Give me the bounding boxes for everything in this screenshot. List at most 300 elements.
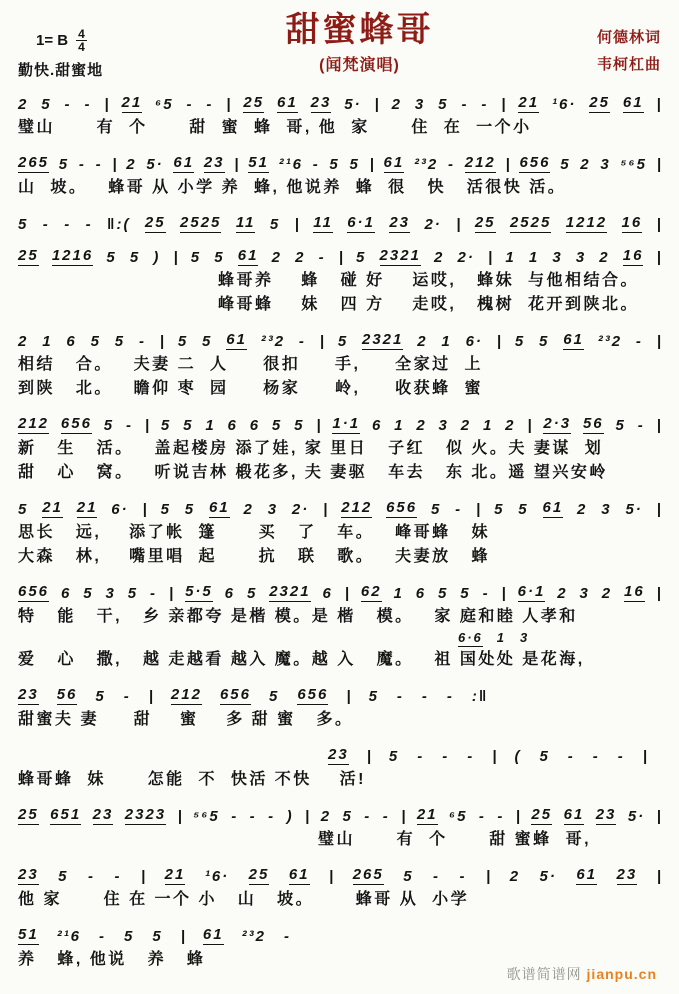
notation-line bbox=[18, 745, 661, 765]
notation-token: - bbox=[298, 333, 306, 351]
barline: | bbox=[656, 156, 661, 174]
barline: | bbox=[369, 156, 374, 174]
notation-token: 6 bbox=[371, 417, 383, 435]
notation-token: - bbox=[64, 96, 72, 114]
notation-token: 2 bbox=[505, 417, 516, 435]
notation-token: 25 bbox=[18, 806, 39, 824]
notation-token: 2 bbox=[417, 333, 428, 351]
score-header bbox=[18, 12, 661, 80]
notation-token: 656 bbox=[386, 499, 418, 517]
notation-token: 2525 bbox=[509, 214, 552, 232]
lyric-line: 新 生 活。 盖起楼房 添了娃, 家 里日 子红 似 火。夫 妻谋 划 bbox=[18, 440, 604, 458]
notation-token: 212 bbox=[341, 499, 373, 517]
notation-token: :‖ bbox=[471, 688, 489, 706]
notation-token: ²³2 bbox=[260, 333, 286, 351]
notation-token: 23 bbox=[92, 806, 114, 824]
notation-token: - bbox=[186, 96, 194, 114]
barline: | bbox=[515, 808, 520, 826]
notation-token: 61 bbox=[208, 499, 230, 517]
notation-token: 5 bbox=[184, 501, 196, 519]
barline: | bbox=[456, 216, 461, 234]
notation-token: 5 bbox=[177, 333, 189, 351]
notation-token: 5 bbox=[329, 156, 340, 174]
notation-token: 2 bbox=[434, 249, 445, 267]
notation-token: 5 bbox=[246, 585, 258, 603]
notation-token: 5 bbox=[18, 216, 29, 234]
barline: | bbox=[476, 501, 481, 519]
lyric-line: 甜蜜夫 妻 甜 蜜 多 甜 蜜 多。 bbox=[18, 711, 354, 729]
barline: | bbox=[656, 333, 661, 351]
notation-token: - bbox=[617, 748, 625, 766]
barline: | bbox=[492, 748, 497, 766]
lyric-line: 特 能 干, 乡 亲都夸 是楷 模。是 楷 模。 家 庭和睦 人孝和 bbox=[18, 608, 578, 626]
notation-line bbox=[18, 925, 661, 945]
notation-token: 5 bbox=[41, 96, 52, 114]
notation-token: 5 bbox=[83, 585, 94, 603]
barline: | bbox=[142, 501, 147, 519]
notation-token: 6·1 bbox=[347, 214, 375, 232]
notation-token: - bbox=[150, 585, 158, 603]
notation-line bbox=[18, 246, 661, 266]
notation-token: - bbox=[446, 688, 454, 706]
notation-token: 25 bbox=[248, 866, 270, 884]
lyric-line: 大森 林, 嘴里唱 起 抗 联 歌。 夫妻放 蜂 bbox=[18, 548, 490, 566]
barline: | bbox=[305, 808, 310, 826]
notation-token: 2 bbox=[271, 249, 282, 267]
notation-token: - bbox=[84, 96, 92, 114]
notation-token: - bbox=[138, 333, 146, 351]
barline: | bbox=[374, 96, 379, 114]
notation-token: - bbox=[312, 156, 320, 174]
notation-token: 2 bbox=[557, 585, 568, 603]
notation-token: 1 bbox=[505, 249, 516, 267]
barline: | bbox=[112, 156, 117, 174]
notation-token: 6 bbox=[224, 585, 236, 603]
barline: | bbox=[366, 748, 371, 766]
notation-token: - bbox=[231, 808, 239, 826]
notation-token: 1 bbox=[496, 630, 507, 646]
notation-token: 2 bbox=[295, 249, 306, 267]
notation-token: - bbox=[481, 96, 489, 114]
watermark-site-url: jianpu.cn bbox=[586, 966, 657, 982]
notation-token: 6· bbox=[465, 333, 483, 351]
notation-token: ²³2 bbox=[597, 333, 623, 351]
barline: | bbox=[505, 156, 510, 174]
notation-token: 5· bbox=[344, 96, 362, 114]
notation-token: 5 bbox=[368, 688, 379, 706]
barline: | bbox=[294, 216, 299, 234]
notation-token: 5 bbox=[106, 249, 117, 267]
notation-token: - bbox=[78, 156, 86, 174]
notation-token: 21 bbox=[416, 806, 438, 824]
notation-token: 61 bbox=[542, 499, 564, 517]
notation-token: ‖:( bbox=[107, 216, 131, 234]
lyric-line: 他 家 住 在 一个 小 山 坡。 蜂哥 从 小学 bbox=[18, 891, 470, 909]
notation-token: - bbox=[467, 748, 475, 766]
lyric-line: 养 蜂, 他说 养 蜂 bbox=[18, 951, 206, 969]
notation-token: 5 bbox=[114, 333, 126, 351]
notation-token: 6·1 bbox=[517, 583, 546, 601]
notation-token: 16 bbox=[621, 214, 643, 232]
notation-token: ⁵⁶5 bbox=[193, 808, 220, 826]
notation-token: ²¹6 bbox=[278, 156, 303, 174]
notation-line bbox=[18, 498, 661, 518]
notation-token: - bbox=[249, 808, 257, 826]
notation-token: 656 bbox=[18, 583, 50, 601]
barline: | bbox=[656, 501, 661, 519]
lyric-line: 爱 心 撒, 越 走越看 越入 魔。越 入 魔。 祖 国处处 是花海, bbox=[18, 651, 585, 669]
score-system bbox=[18, 582, 661, 672]
barline: | bbox=[316, 417, 321, 435]
notation-token: - bbox=[637, 417, 645, 435]
notation-token: 5 bbox=[129, 249, 141, 267]
notation-token: 61 bbox=[576, 866, 598, 884]
score-system bbox=[18, 745, 661, 792]
time-signature bbox=[76, 28, 87, 53]
barline: | bbox=[338, 249, 343, 267]
notation-token: 265 bbox=[352, 866, 384, 884]
performer-credit: (闻梵演唱) bbox=[319, 57, 400, 75]
notation-token: 3 bbox=[438, 417, 449, 435]
notation-token: 61 bbox=[237, 247, 259, 265]
barline: | bbox=[656, 808, 661, 826]
notation-token: ) bbox=[286, 808, 294, 826]
notation-token: 2 bbox=[601, 585, 613, 603]
notation-token: 25 bbox=[589, 94, 610, 112]
barline: | bbox=[173, 249, 178, 267]
lyric-line: 璧山 有 个 甜 蜜 蜂 哥, 他 家 住 在 一个小 bbox=[18, 119, 532, 137]
notation-token: ⁶5 bbox=[155, 96, 174, 114]
notation-token: 212 bbox=[464, 154, 496, 172]
notation-token: ⁶5 bbox=[448, 808, 468, 826]
lyric-line: 蜂哥养 蜂 碰 好 运哎, 蜂妹 与他相结合。 bbox=[218, 272, 640, 290]
notation-token: 61 bbox=[226, 331, 247, 349]
notation-line bbox=[18, 685, 661, 705]
notation-token: 2 bbox=[18, 333, 29, 351]
notation-token: 51 bbox=[18, 926, 39, 944]
notation-token: 3 bbox=[601, 501, 612, 519]
notation-token: 656 bbox=[297, 686, 329, 704]
notation-token: 2 bbox=[416, 417, 427, 435]
notation-token: 5 bbox=[95, 688, 106, 706]
notation-token: ¹6· bbox=[204, 868, 230, 886]
notation-token: 656 bbox=[60, 415, 92, 433]
notation-token: 5 bbox=[190, 249, 202, 267]
barline: | bbox=[401, 808, 406, 826]
notation-token: 61 bbox=[383, 154, 405, 172]
notation-token: 21 bbox=[518, 94, 540, 112]
notation-token: - bbox=[318, 249, 326, 267]
lyric-line: 思长 远, 添了帐 篷 买 了 车。 峰哥蜂 妹 bbox=[18, 524, 490, 542]
notation-token: 16 bbox=[622, 247, 644, 265]
barline: | bbox=[656, 417, 661, 435]
notation-token: 5 bbox=[160, 417, 172, 435]
notation-token: 2 bbox=[18, 96, 29, 114]
barline: | bbox=[104, 96, 109, 114]
key-and-tempo-block bbox=[18, 12, 178, 80]
notation-token: 21 bbox=[42, 499, 63, 517]
barline: | bbox=[177, 808, 182, 826]
notation-token: 2 bbox=[126, 156, 137, 174]
credits-block bbox=[541, 12, 661, 78]
notation-token: 1·1 bbox=[332, 415, 361, 433]
score-system bbox=[18, 498, 661, 569]
score-system bbox=[18, 93, 661, 140]
barline: | bbox=[180, 928, 185, 946]
lyric-line: 璧山 有 个 甜 蜜蜂 哥, bbox=[318, 831, 592, 849]
notation-token: 5 bbox=[356, 249, 367, 267]
score-systems bbox=[18, 93, 661, 972]
notation-token: 61 bbox=[622, 94, 644, 112]
score-system bbox=[18, 213, 661, 233]
notation-token: - bbox=[459, 868, 467, 886]
notation-token: - bbox=[114, 868, 122, 886]
notation-token: 5 bbox=[560, 156, 571, 174]
notation-token: 23 bbox=[389, 214, 411, 232]
notation-token: 11 bbox=[235, 214, 256, 232]
notation-token: 62 bbox=[360, 583, 382, 601]
lyric-line: 甜 心 窝。 听说吉林 椴花多, 夫 妻驱 车去 东 北。遥 望兴安岭 bbox=[18, 464, 608, 482]
notation-token: 6 bbox=[249, 417, 261, 435]
notation-token: 651 bbox=[50, 806, 82, 824]
notation-token: 23 bbox=[203, 154, 225, 172]
notation-token: 3 bbox=[579, 585, 590, 603]
notation-token: - bbox=[455, 501, 463, 519]
notation-token: 5·5 bbox=[185, 583, 213, 601]
notation-token: 5 bbox=[430, 501, 442, 519]
notation-token: 1212 bbox=[565, 214, 608, 232]
notation-token: 5 bbox=[124, 928, 135, 946]
barline: | bbox=[344, 585, 349, 603]
barline: | bbox=[642, 748, 647, 766]
notation-token: 21 bbox=[164, 866, 186, 884]
notation-token: - bbox=[635, 333, 643, 351]
notation-line bbox=[18, 330, 661, 350]
notation-token: 5 bbox=[58, 156, 70, 174]
notation-token: 5 bbox=[18, 501, 29, 519]
notation-token: 5 bbox=[438, 96, 449, 114]
notation-token: - bbox=[382, 808, 390, 826]
notation-token: 23 bbox=[328, 746, 349, 764]
song-title: 甜蜜蜂哥 bbox=[285, 11, 434, 49]
score-system bbox=[18, 414, 661, 485]
watermark-site-name: 歌谱简谱网 bbox=[506, 966, 582, 982]
notation-token: - bbox=[497, 808, 505, 826]
notation-token: 656 bbox=[219, 686, 251, 704]
time-signature-top: 4 bbox=[78, 27, 85, 41]
notation-token: - bbox=[592, 748, 600, 766]
notation-token: 23 bbox=[616, 866, 638, 884]
key-signature: 1= B bbox=[36, 32, 69, 50]
notation-line bbox=[18, 153, 661, 173]
notation-token: ²³2 bbox=[241, 928, 266, 946]
notation-token: 656 bbox=[519, 154, 551, 172]
notation-token: - bbox=[364, 808, 372, 826]
notation-token: 56 bbox=[582, 415, 604, 433]
notation-token: 5 bbox=[615, 417, 626, 435]
notation-token: 5 bbox=[103, 417, 115, 435]
barline: | bbox=[159, 333, 164, 351]
barline: | bbox=[501, 585, 506, 603]
score-system bbox=[18, 153, 661, 200]
notation-token: 5 bbox=[160, 501, 171, 519]
notation-token: - bbox=[448, 156, 456, 174]
notation-token: 1 bbox=[205, 417, 216, 435]
title-block bbox=[178, 12, 541, 75]
lyric-line: 相结 合。 夫妻 二 人 很扣 手, 全家过 上 bbox=[18, 356, 484, 374]
notation-token: 5 bbox=[539, 333, 550, 351]
notation-token: 11 bbox=[313, 214, 333, 232]
lyric-line: 蜂哥蜂 妹 怎能 不 快活 不快 活! bbox=[18, 771, 366, 789]
notation-token: - bbox=[88, 868, 95, 886]
notation-token: 5 bbox=[518, 501, 529, 519]
notation-token: 51 bbox=[248, 154, 269, 172]
notation-token: 2·3 bbox=[543, 415, 572, 433]
barline: | bbox=[226, 96, 231, 114]
notation-token: - bbox=[42, 216, 50, 234]
notation-token: - bbox=[442, 748, 450, 766]
notation-token: 212 bbox=[18, 415, 50, 433]
notation-token: 3 bbox=[520, 630, 530, 646]
notation-token: 6·6 bbox=[458, 630, 483, 646]
notation-token: 5· bbox=[539, 868, 557, 886]
barline: | bbox=[488, 249, 493, 267]
notation-token: - bbox=[283, 928, 291, 946]
barline: | bbox=[140, 868, 146, 886]
notation-token: 5 bbox=[539, 748, 550, 766]
notation-token: - bbox=[567, 748, 575, 766]
notation-token: 2 bbox=[509, 868, 521, 886]
barline: | bbox=[329, 868, 334, 886]
notation-token: 212 bbox=[170, 686, 202, 704]
notation-token: 2· bbox=[291, 501, 310, 519]
notation-token: 2323 bbox=[124, 806, 167, 824]
notation-token: 61 bbox=[563, 806, 585, 824]
notation-token: 2 bbox=[577, 501, 588, 519]
notation-token: 1 bbox=[393, 585, 404, 603]
notation-token: 3 bbox=[575, 249, 587, 267]
notation-token: 21 bbox=[76, 499, 98, 517]
notation-token: 1 bbox=[441, 333, 452, 351]
notation-token: 1216 bbox=[51, 247, 94, 265]
barline: | bbox=[527, 417, 532, 435]
barline: | bbox=[656, 249, 661, 267]
notation-token: 5 bbox=[342, 808, 353, 826]
notation-token: 2 bbox=[243, 501, 254, 519]
notation-token: 21 bbox=[121, 94, 143, 112]
notation-token: - bbox=[123, 688, 131, 706]
notation-token: 5 bbox=[269, 216, 281, 234]
notation-token: 5· bbox=[625, 501, 643, 519]
lyricist-credit: 何德林词 bbox=[596, 29, 661, 46]
notation-line bbox=[18, 93, 661, 113]
notation-token: 2 bbox=[460, 417, 472, 435]
barline: | bbox=[656, 96, 661, 114]
notation-token: ( bbox=[514, 748, 522, 766]
notation-token: 3 bbox=[600, 156, 611, 174]
notation-token: 5 bbox=[127, 585, 139, 603]
barline: | bbox=[656, 216, 661, 234]
notation-token: 56 bbox=[56, 686, 78, 704]
notation-token: 23 bbox=[310, 94, 332, 112]
notation-token: 5· bbox=[146, 156, 164, 174]
notation-token: ²³2 bbox=[413, 156, 439, 174]
notation-token: - bbox=[206, 96, 214, 114]
notation-token: 6 bbox=[66, 333, 77, 351]
extra-notation-line bbox=[18, 630, 661, 647]
score-system bbox=[18, 330, 661, 401]
notation-token: 6 bbox=[60, 585, 72, 603]
watermark bbox=[507, 964, 657, 984]
lyric-line: 到陕 北。 瞻仰 枣 园 杨家 岭, 收获蜂 蜜 bbox=[18, 380, 484, 398]
notation-token: 5 bbox=[494, 501, 505, 519]
time-signature-bottom: 4 bbox=[78, 40, 85, 55]
notation-token: 61 bbox=[288, 866, 310, 884]
notation-token: 2 bbox=[580, 156, 591, 174]
notation-token: 5 bbox=[294, 417, 305, 435]
notation-token: - bbox=[64, 216, 72, 234]
notation-token: 2· bbox=[424, 216, 442, 234]
notation-token: 2 bbox=[320, 808, 332, 826]
notation-token: 3 bbox=[414, 96, 426, 114]
notation-token: 23 bbox=[595, 806, 617, 824]
notation-token: ⁵⁶5 bbox=[620, 156, 647, 174]
notation-token: 5 bbox=[337, 333, 349, 351]
notation-line bbox=[18, 213, 661, 233]
notation-token: 5 bbox=[58, 868, 69, 886]
notation-token: 2525 bbox=[180, 214, 222, 232]
notation-token: - bbox=[268, 808, 276, 826]
barline: | bbox=[168, 585, 174, 603]
barline: | bbox=[234, 156, 239, 174]
notation-token: 5 bbox=[90, 333, 101, 351]
notation-token: 2321 bbox=[269, 583, 311, 601]
notation-token: - bbox=[461, 96, 469, 114]
notation-token: 25 bbox=[243, 94, 265, 112]
barline: | bbox=[346, 688, 351, 706]
notation-line bbox=[18, 865, 661, 885]
notation-token: 5 bbox=[349, 156, 360, 174]
barline: | bbox=[656, 585, 661, 603]
notation-token: 5 bbox=[152, 928, 163, 946]
notation-token: 5 bbox=[202, 333, 213, 351]
notation-token: 1 bbox=[42, 333, 53, 351]
notation-token: 25 bbox=[18, 247, 39, 265]
notation-token: 3 bbox=[105, 585, 116, 603]
notation-token: 1 bbox=[394, 417, 405, 435]
notation-token: 25 bbox=[474, 214, 496, 232]
notation-token: - bbox=[478, 808, 486, 826]
notation-line bbox=[18, 582, 661, 602]
lyric-line: 山 坡。 蜂哥 从 小学 养 蜂, 他说养 蜂 很 快 活很快 活。 bbox=[18, 179, 567, 197]
notation-token: 2321 bbox=[379, 247, 421, 265]
notation-token: 2 bbox=[391, 96, 402, 114]
notation-token: - bbox=[85, 216, 93, 234]
notation-token: 16 bbox=[624, 583, 645, 601]
notation-token: - bbox=[417, 748, 425, 766]
barline: | bbox=[501, 96, 506, 114]
notation-token: ²¹6 bbox=[56, 928, 82, 946]
notation-line bbox=[18, 805, 661, 825]
notation-token: 61 bbox=[277, 94, 298, 112]
notation-token: - bbox=[125, 417, 133, 435]
score-system bbox=[18, 246, 661, 317]
notation-token: 25 bbox=[531, 806, 553, 824]
barline: | bbox=[486, 868, 491, 886]
notation-token: - bbox=[99, 928, 107, 946]
barline: | bbox=[496, 333, 501, 351]
notation-token: 5 bbox=[460, 585, 471, 603]
